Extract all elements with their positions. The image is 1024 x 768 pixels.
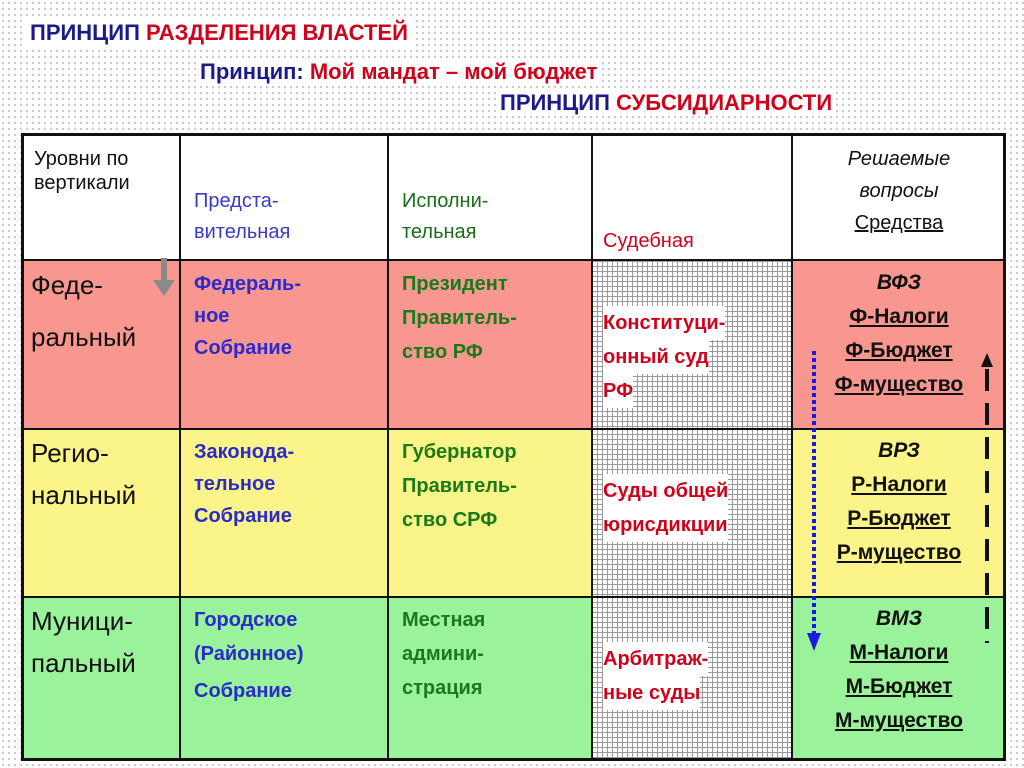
header-judicial-label: Судебная <box>603 230 694 252</box>
row-regional-executive-line3: ство СРФ <box>402 509 498 531</box>
row-municipal-resolved-property: М-мущество <box>835 709 963 732</box>
row-federal-judicial-line1: Конституци- <box>603 306 725 340</box>
table-border-bottom <box>21 758 1006 761</box>
row-federal-judicial-line3: РФ <box>603 374 633 408</box>
row-federal-executive-line3: ство РФ <box>402 341 483 363</box>
title-line-1-highlight: РАЗДЕЛЕНИЯ ВЛАСТЕЙ <box>146 20 408 45</box>
row-municipal-legislative-cell <box>180 597 388 761</box>
row-federal-resolved-taxes: Ф-Налоги <box>849 305 949 328</box>
header-levels-line2: вертикали <box>34 172 130 194</box>
row-municipal-level-line1: Муници- <box>31 606 133 636</box>
title-line-3-highlight: СУБСИДИАРНОСТИ <box>616 90 833 115</box>
row-municipal-level-cell <box>21 597 180 761</box>
header-judicial-cell <box>592 133 792 261</box>
header-resolved-line3: Средства <box>854 212 944 234</box>
table-col-line-2 <box>387 133 389 761</box>
row-federal-legislative-cell <box>180 261 388 429</box>
row-federal-resolved-cell <box>792 261 1006 429</box>
row-municipal-legislative-line1: Городское <box>194 609 298 631</box>
row-municipal-executive-line2: админи- <box>402 643 484 665</box>
row-federal-level-line1: Феде- <box>31 270 103 300</box>
row-regional-legislative-cell <box>180 429 388 597</box>
row-municipal-executive-cell <box>388 597 592 761</box>
row-municipal-judicial-line2: ные суды <box>603 676 700 710</box>
row-federal-judicial-line2: онный суд <box>603 340 709 374</box>
row-regional-judicial-line2: юрисдикции <box>603 508 728 542</box>
header-levels-line1: Уровни по <box>34 148 129 170</box>
row-federal-executive-cell <box>388 261 592 429</box>
header-legislative-line2: вительная <box>194 221 291 243</box>
row-federal-legislative-line3: Собрание <box>194 337 292 359</box>
header-executive-line1: Исполни- <box>402 190 489 212</box>
title-line-1-prefix: ПРИНЦИП <box>30 20 140 45</box>
row-federal-judicial-cell <box>592 261 792 429</box>
title-line-3 <box>496 90 836 116</box>
table-line-row1 <box>21 428 1006 430</box>
row-regional-resolved-property: Р-мущество <box>836 541 962 564</box>
table-col-line-1 <box>179 133 181 761</box>
row-municipal-judicial-line1: Арбитраж- <box>603 642 708 676</box>
row-federal-executive-line1: Президент <box>402 273 508 295</box>
title-line-2 <box>196 59 601 85</box>
row-regional-level-line1: Регио- <box>31 438 109 468</box>
header-resolved-line1: Решаемые <box>847 148 951 170</box>
dashed-up-arrow-icon <box>979 351 995 647</box>
row-regional-executive-line2: Правитель- <box>402 475 517 497</box>
down-arrow-icon <box>151 258 177 298</box>
row-regional-legislative-line3: Собрание <box>194 505 292 527</box>
table-border-top <box>21 133 1006 136</box>
table-col-line-4 <box>791 133 793 761</box>
header-legislative-cell <box>180 133 388 261</box>
row-municipal-judicial-cell <box>592 597 792 761</box>
row-municipal-resolved-cell <box>792 597 1006 761</box>
title-line-2-highlight: Мой мандат – мой бюджет <box>309 59 598 84</box>
header-resolved-line2: вопросы <box>859 180 939 202</box>
row-municipal-executive-line1: Местная <box>402 609 486 631</box>
row-regional-executive-line1: Губернатор <box>402 441 517 463</box>
row-federal-legislative-line1: Федераль- <box>194 273 302 295</box>
row-regional-level-line2: нальный <box>31 480 137 510</box>
row-municipal-executive-line3: страция <box>402 677 483 699</box>
row-regional-executive-cell <box>388 429 592 597</box>
title-line-2-prefix: Принцип: <box>200 59 304 84</box>
row-regional-resolved-cell <box>792 429 1006 597</box>
row-municipal-legislative-line2: (Районное) <box>194 643 304 665</box>
row-federal-level-line2: ральный <box>31 322 137 352</box>
row-municipal-resolved-taxes: М-Налоги <box>849 641 949 664</box>
row-municipal-resolved-title: ВМЗ <box>875 607 923 630</box>
row-regional-resolved-budget: Р-Бюджет <box>847 507 951 530</box>
title-line-1 <box>26 20 412 46</box>
title-line-3-prefix: ПРИНЦИП <box>500 90 610 115</box>
table-line-row2 <box>21 596 1006 598</box>
header-executive-line2: тельная <box>402 221 477 243</box>
row-municipal-legislative-line3: Собрание <box>194 680 292 702</box>
header-legislative-line1: Предста- <box>194 190 279 212</box>
row-regional-level-cell <box>21 429 180 597</box>
header-levels-cell <box>21 133 180 261</box>
table-border-right <box>1003 133 1006 761</box>
row-federal-executive-line2: Правитель- <box>402 307 517 329</box>
row-regional-resolved-title: ВРЗ <box>878 439 920 462</box>
header-resolved-cell <box>792 133 1006 261</box>
row-regional-legislative-line1: Законода- <box>194 441 295 463</box>
row-municipal-level-line2: пальный <box>31 648 136 678</box>
row-regional-legislative-line2: тельное <box>194 473 276 495</box>
table-border-left <box>21 133 24 761</box>
row-regional-judicial-cell <box>592 429 792 597</box>
row-federal-legislative-line2: ное <box>194 305 230 327</box>
row-municipal-resolved-budget: М-Бюджет <box>845 675 953 698</box>
header-executive-cell <box>388 133 592 261</box>
row-regional-judicial-line1: Суды общей <box>603 474 728 508</box>
row-federal-resolved-title: ВФЗ <box>876 271 922 294</box>
table-col-line-3 <box>591 133 593 761</box>
dotted-down-arrow-icon <box>807 351 821 653</box>
row-regional-resolved-taxes: Р-Налоги <box>851 473 947 496</box>
row-federal-resolved-budget: Ф-Бюджет <box>845 339 953 362</box>
powers-table <box>21 133 1006 761</box>
row-federal-resolved-property: Ф-мущество <box>834 373 964 396</box>
